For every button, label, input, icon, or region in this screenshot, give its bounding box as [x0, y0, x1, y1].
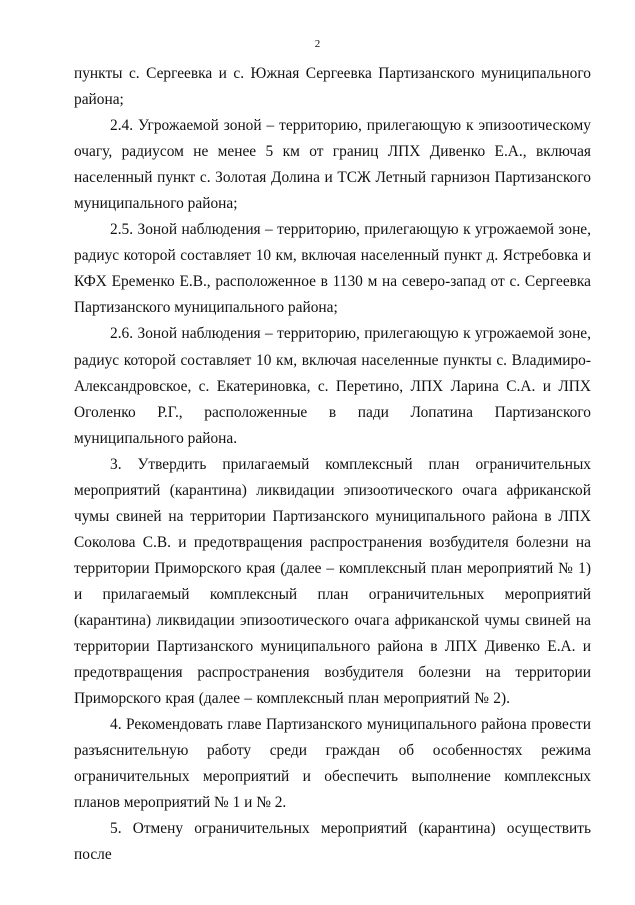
- page-number: 2: [314, 38, 321, 50]
- paragraph-3: 3. Утвердить прилагаемый комплексный план ограничительных мероприятий (карантина) ликвидации эпизоотического очага африканской чумы свиней на территории Партизанского муниципального района в ЛПХ Соколова С.В. и предотвращения распространения возбудителя болезни на территории Приморского края (далее – комплексный план мероприятий № 1) и прилагаемый комплексный план ограничительных мероприятий (карантина) ликвидации эпизоотического очага африканской чумы свиней на территории Партизанского муниципального района в ЛПХ Дивенко Е.А. и предотвращения распространения возбудителя болезни на территории Приморского края (далее – комплексный план мероприятий № 2).: [74, 455, 591, 708]
- paragraph-5: 5. Отмену ограничительных мероприятий (карантина) осуществить после: [74, 820, 591, 864]
- paragraph-2-5: 2.5. Зоной наблюдения – территорию, прилегающую к угрожаемой зоне, радиус которой составляет 10 км, включая населенный пункт д. Ястребовка и КФХ Еременко Е.В., расположенное в 1130 м на северо-запад от с. Сергеевка Партизанского муниципального района;: [74, 221, 591, 317]
- paragraph-2-6: 2.6. Зоной наблюдения – территорию, прилегающую к угрожаемой зоне, радиус которой составляет 10 км, включая населенные пункты с. Владимиро-Александровское, с. Екатериновка, с. Перетино, ЛПХ Ларина С.А. и ЛПХ Оголенко Р.Г., расположенные в пади Лопатина Партизанского муниципального района.: [74, 325, 591, 447]
- paragraph-2-4: 2.4. Угрожаемой зоной – территорию, прилегающую к эпизоотическому очагу, радиусом не менее 5 км от границ ЛПХ Дивенко Е.А., включая населенный пункт с. Золотая Долина и ТСЖ Летный гарнизон Партизанского муниципального района;: [74, 117, 591, 213]
- document-body: [74, 61, 591, 868]
- paragraph-continuation: пункты с. Сергеевка и с. Южная Сергеевка Партизанского муниципального района;: [74, 65, 591, 109]
- paragraph-4: 4. Рекомендовать главе Партизанского муниципального района провести разъяснительную работу среди граждан об особенностях режима ограничительных мероприятий и обеспечить выполнение комплексных планов мероприятий № 1 и № 2.: [74, 716, 591, 812]
